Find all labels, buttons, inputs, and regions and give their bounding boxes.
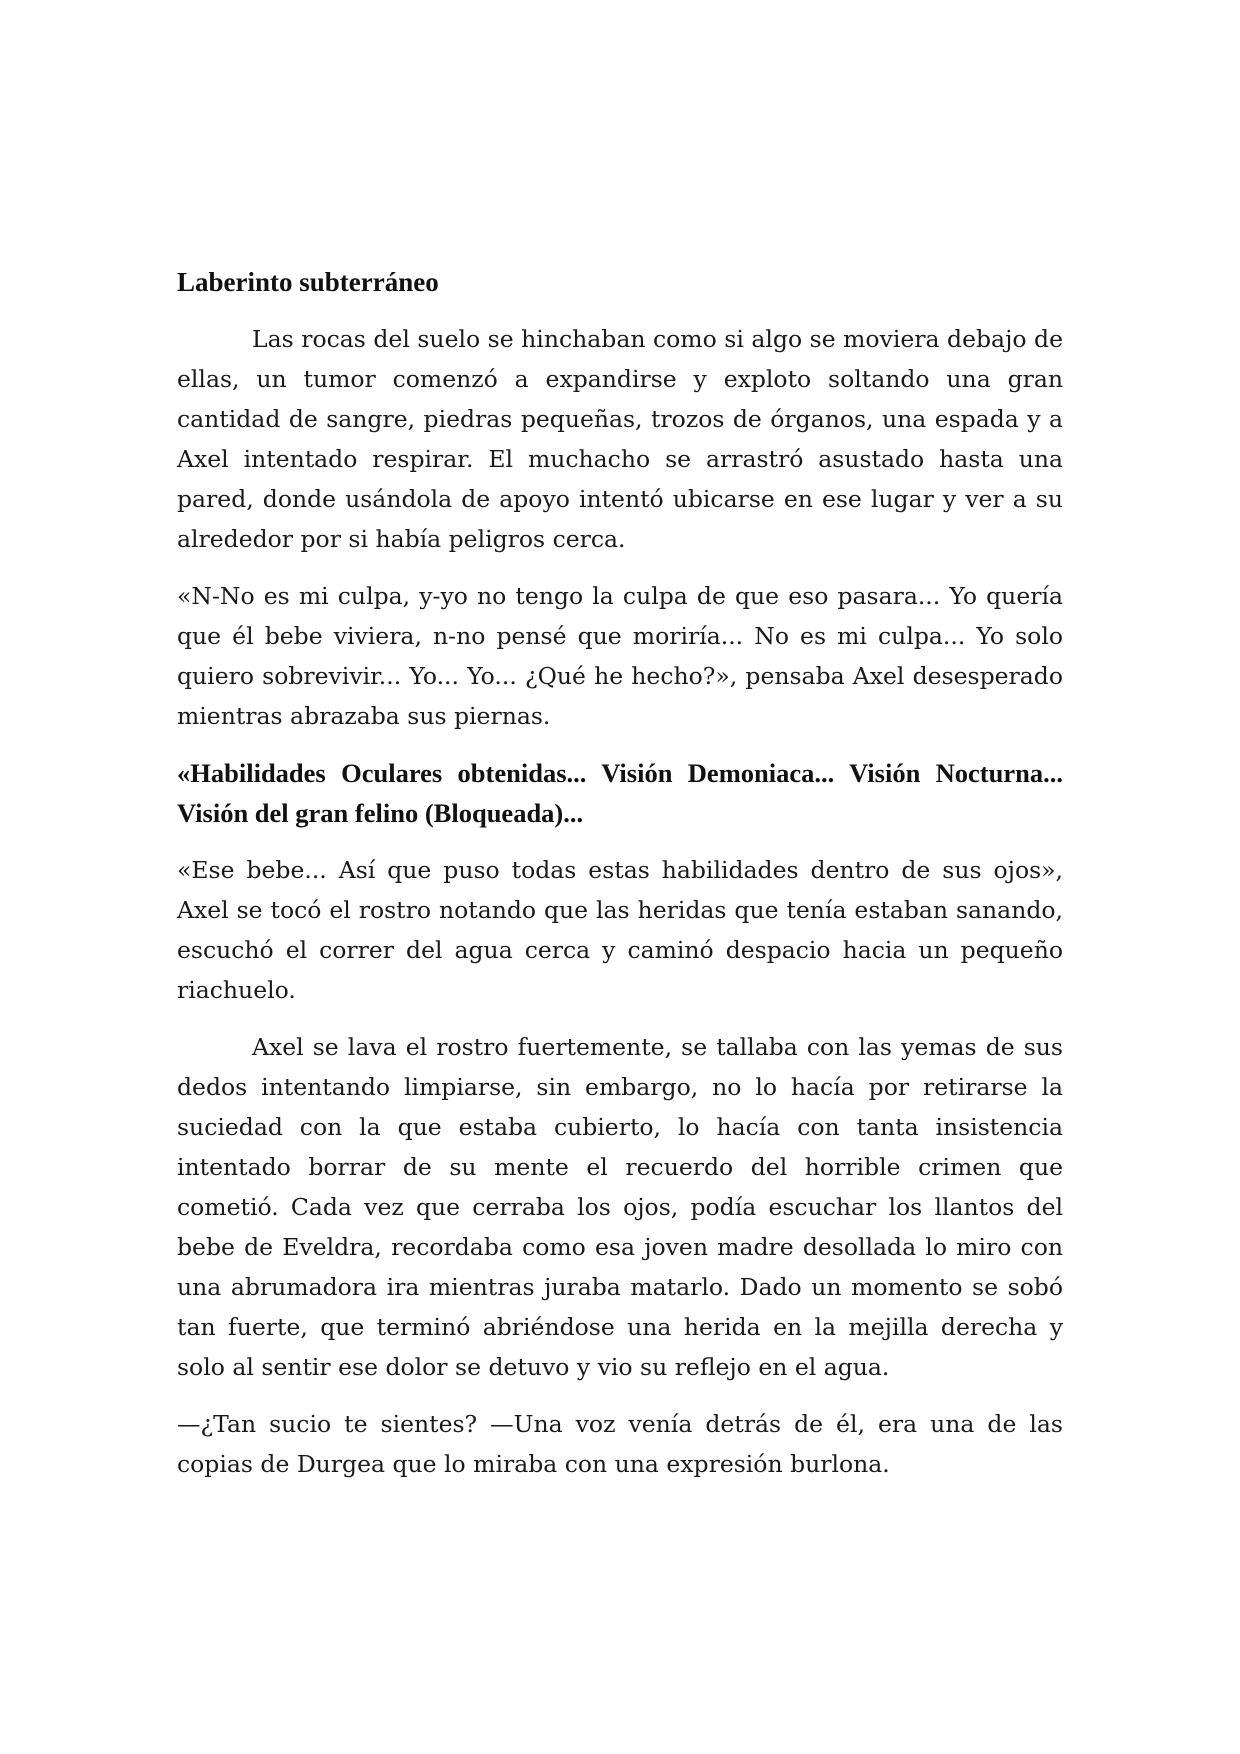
paragraph-5: Axel se lava el rostro fuertemente, se tallaba con las yemas de sus dedos intentando limpiarse, sin embargo, no lo hacía por retirarse la suciedad con la que estaba cubierto, lo hacía con tanta insistencia intentado borrar de su mente el recuerdo del horrible crimen que cometió. Cada vez que cerraba los ojos, podía escuchar los llantos del bebe de Eveldra, recordaba como esa joven madre desollada lo miro con una abrumadora ira mientras juraba matarlo. Dado un momento se sobó tan fuerte, que terminó abriéndose una herida en la mejilla derecha y solo al sentir ese dolor se detuvo y vio su reflejo en el agua. <box>177 1033 1063 1381</box>
paragraph-6: —¿Tan sucio te sientes? —Una voz venía detrás de él, era una de las copias de Durgea que lo miraba con una expresión burlona. <box>177 1410 1063 1478</box>
paragraph-4: «Ese bebe... Así que puso todas estas habilidades dentro de sus ojos», Axel se tocó el rostro notando que las heridas que tenía estaban sanando, escuchó el correr del agua cerca y caminó despacio hacia un pequeño riachuelo. <box>177 856 1063 1004</box>
paragraph-1: Las rocas del suelo se hinchaban como si algo se moviera debajo de ellas, un tumor comenzó a expandirse y exploto soltando una gran cantidad de sangre, piedras pequeñas, trozos de órganos, una espada y a Axel intentado respirar. El muchacho se arrastró asustado hasta una pared, donde usándola de apoyo intentó ubicarse en ese lugar y ver a su alrededor por si había peligros cerca. <box>177 325 1063 553</box>
paragraph-3-system-message: «Habilidades Oculares obtenidas... Visión Demoniaca... Visión Nocturna... Visión del gran felino (Bloqueada)... <box>177 758 1063 828</box>
document-page <box>177 262 1063 1501</box>
paragraph-2: «N-No es mi culpa, y-yo no tengo la culpa de que eso pasara... Yo quería que él bebe viviera, n-no pensé que moriría... No es mi culpa... Yo solo quiero sobrevivir... Yo... Yo... ¿Qué he hecho?», pensaba Axel desesperado mientras abrazaba sus piernas. <box>177 582 1063 730</box>
chapter-title: Laberinto subterráneo <box>177 267 439 297</box>
